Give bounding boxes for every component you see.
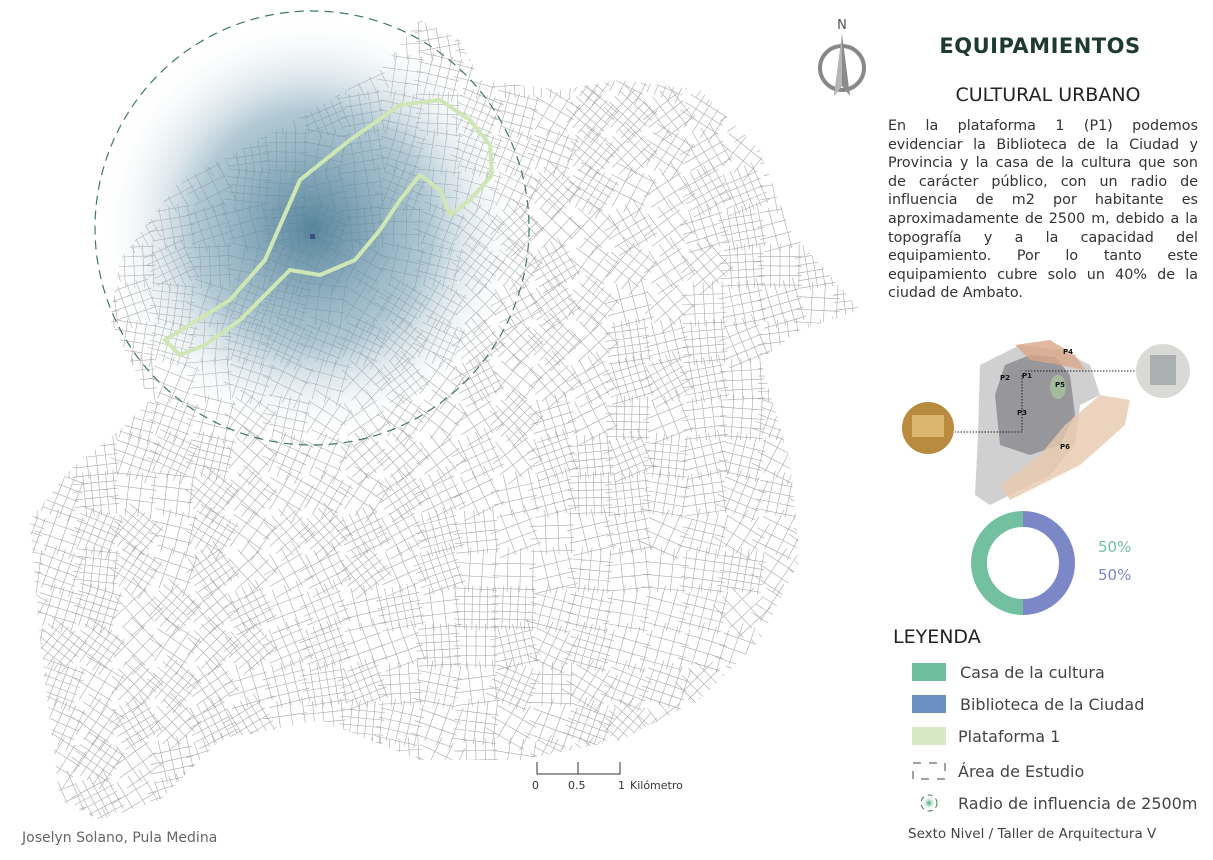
casa-swatch-icon <box>912 663 946 681</box>
north-arrow-icon <box>810 16 874 100</box>
influence-radius-gradient <box>97 13 527 443</box>
scale-bar-graphic <box>530 758 630 778</box>
biblioteca-swatch-icon <box>912 695 946 713</box>
minimap-label-p5: P5 <box>1055 381 1066 389</box>
page-title: EQUIPAMIENTOS <box>939 34 1141 58</box>
north-label: N <box>837 18 847 33</box>
scale-tick: 0 <box>532 779 539 792</box>
legend-label: Radio de influencia de 2500m <box>958 793 1198 813</box>
legend-label: Área de Estudio <box>958 761 1085 781</box>
legend-item-radio <box>912 792 1197 814</box>
page-subtitle: CULTURAL URBANO <box>955 84 1141 106</box>
scale-tick: 0.5 <box>568 779 586 792</box>
donut-segment-biblioteca <box>1023 519 1067 607</box>
donut-segment-casa <box>979 519 1023 607</box>
authors-footer: Joselyn Solano, Pula Medina <box>22 830 218 846</box>
minimap-label-p2: P2 <box>1000 374 1011 382</box>
minimap-label-p6: P6 <box>1060 443 1071 451</box>
plataforma-swatch-icon <box>912 727 946 745</box>
radius-circle-icon <box>912 794 946 812</box>
donut-label-biblioteca: 50% <box>1098 566 1132 584</box>
minimap-label-p3: P3 <box>1017 409 1028 417</box>
legend-item-area <box>912 760 1084 782</box>
donut-label-casa: 50% <box>1098 538 1132 556</box>
legend-title: LEYENDA <box>893 626 981 648</box>
legend-label: Biblioteca de la Ciudad <box>960 694 1145 714</box>
course-footer: Sexto Nivel / Taller de Arquitectura V <box>908 826 1157 842</box>
scale-tick: 1 <box>618 779 625 792</box>
legend-item-biblioteca <box>912 693 1144 715</box>
coverage-donut-chart <box>970 510 1076 616</box>
scale-bar <box>530 758 710 798</box>
minimap-label-p4: P4 <box>1063 348 1074 356</box>
scale-unit: Kilómetro <box>630 779 683 792</box>
legend-label: Plataforma 1 <box>958 726 1061 746</box>
biblioteca-marker <box>310 234 315 239</box>
description-text: En la plataforma 1 (P1) podemos evidenciar la Biblioteca de la Ciudad y Provincia y la casa de la cultura que son de carácter público, con un radio de influencia de m2 por habitante es aproximadamente de 2500 m, debido a la topografía y a la capacidad del equipamiento. Por lo tanto este equipamiento cubre solo un 40% de la ciudad de Ambato. <box>888 118 1198 302</box>
dashed-box-icon <box>912 762 946 780</box>
minimap-label-p1: P1 <box>1022 372 1033 380</box>
legend-item-casa <box>912 661 1105 683</box>
legend-item-plataforma <box>912 725 1060 747</box>
platforms-minimap <box>900 335 1200 510</box>
legend-label: Casa de la cultura <box>960 662 1105 682</box>
